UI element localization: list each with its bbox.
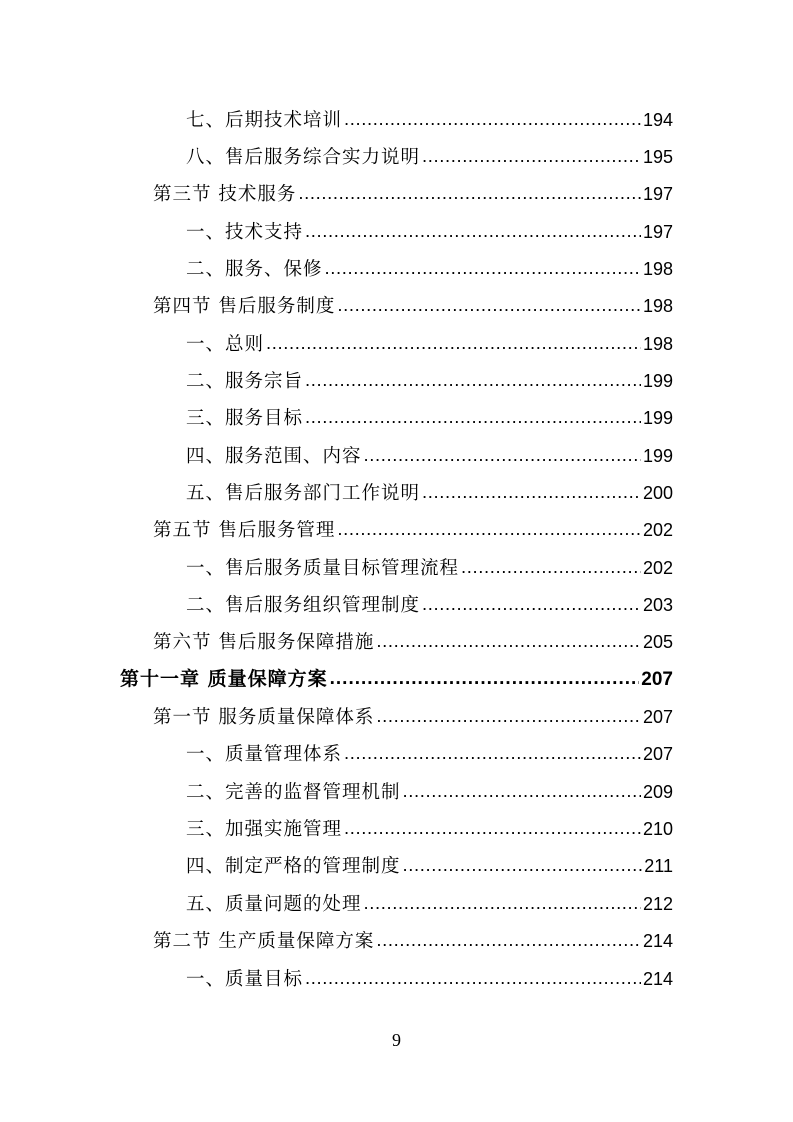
toc-entry[interactable] (186, 847, 673, 884)
toc-entry-title: 二、服务、保修 (186, 259, 323, 280)
toc-entry-title: 七、后期技术培训 (186, 110, 343, 131)
toc-entry-page: 195 (642, 147, 673, 167)
toc-dot-leader (376, 622, 641, 660)
toc-dot-leader (337, 510, 641, 548)
toc-entry-title: 二、完善的监督管理机制 (186, 782, 401, 803)
toc-entry-title: 二、售后服务组织管理制度 (186, 595, 421, 616)
toc-entry-title: 一、质量目标 (186, 969, 304, 990)
toc-entry[interactable] (186, 437, 673, 474)
toc-entry-page: 214 (642, 969, 673, 989)
toc-entry-title: 三、服务目标 (186, 408, 304, 429)
toc-dot-leader (325, 249, 641, 287)
toc-dot-leader (422, 473, 641, 511)
toc-entry-title: 第三节 技术服务 (153, 184, 297, 205)
toc-entry-page: 198 (642, 259, 673, 279)
toc-dot-leader (344, 100, 641, 138)
toc-entry-title: 五、售后服务部门工作说明 (186, 483, 421, 504)
toc-entry-title: 第一节 服务质量保障体系 (153, 707, 375, 728)
toc-entry-title: 一、总则 (186, 334, 265, 355)
toc-dot-leader (461, 548, 641, 586)
toc-entry-page: 211 (644, 856, 673, 876)
toc-entry-page: 199 (642, 446, 673, 466)
toc-entry-page: 210 (642, 819, 673, 839)
toc-entry-page: 207 (642, 707, 673, 727)
toc-entry-title: 一、质量管理体系 (186, 744, 343, 765)
toc-entry-page: 209 (642, 782, 673, 802)
toc-dot-leader (305, 212, 641, 250)
toc-entry[interactable] (186, 810, 673, 847)
toc-entry-title: 二、服务宗旨 (186, 371, 304, 392)
toc-entry-page: 202 (642, 558, 673, 578)
toc-entry-page: 198 (642, 296, 673, 316)
toc-entry[interactable] (186, 885, 673, 922)
toc-entry-title: 一、售后服务质量目标管理流程 (186, 558, 460, 579)
toc-entry-page: 212 (642, 894, 673, 914)
toc-entry[interactable] (186, 213, 673, 250)
toc-entry[interactable] (153, 287, 673, 324)
toc-entry-page: 203 (642, 595, 673, 615)
toc-entry-title: 一、技术支持 (186, 222, 304, 243)
toc-entry[interactable] (186, 101, 673, 138)
toc-dot-leader (305, 398, 641, 436)
toc-entry[interactable] (153, 922, 673, 959)
toc-dot-leader (344, 734, 641, 772)
toc-entry-page: 214 (642, 931, 673, 951)
toc-entry[interactable] (186, 325, 673, 362)
toc-dot-leader (376, 697, 641, 735)
toc-entry-title: 第六节 售后服务保障措施 (153, 632, 375, 653)
page-number: 9 (392, 1030, 401, 1050)
toc-entry-page: 205 (642, 632, 673, 652)
toc-entry[interactable] (186, 138, 673, 175)
toc-entry-title: 五、质量问题的处理 (186, 894, 362, 915)
toc-dot-leader (298, 174, 641, 212)
toc-entry[interactable] (186, 735, 673, 772)
toc-dot-leader (305, 959, 641, 997)
toc-entry-page: 207 (642, 744, 673, 764)
toc-chapter-entry[interactable] (120, 661, 673, 698)
toc-dot-leader (344, 809, 641, 847)
toc-entry-page: 200 (642, 483, 673, 503)
toc-entry-page: 199 (642, 371, 673, 391)
toc-entry-page: 202 (642, 520, 673, 540)
toc-entry[interactable] (153, 511, 673, 548)
toc-entry[interactable] (186, 549, 673, 586)
toc-entry-title: 四、服务范围、内容 (186, 446, 362, 467)
toc-entry[interactable] (186, 362, 673, 399)
toc-dot-leader (403, 846, 643, 884)
toc-dot-leader (364, 436, 641, 474)
toc-entry-title: 第五节 售后服务管理 (153, 520, 336, 541)
toc-entry-title: 四、制定严格的管理制度 (186, 856, 401, 877)
toc-entry-page: 197 (642, 222, 673, 242)
toc-entry-title: 三、加强实施管理 (186, 819, 343, 840)
toc-dot-leader (305, 361, 641, 399)
toc-entry-page: 198 (642, 334, 673, 354)
toc-entry-title: 八、售后服务综合实力说明 (186, 147, 421, 168)
toc-dot-leader (403, 772, 641, 810)
toc-entry[interactable] (186, 474, 673, 511)
toc-entry-page: 199 (642, 408, 673, 428)
toc-dot-leader (337, 286, 641, 324)
toc-entry-page: 194 (642, 110, 673, 130)
toc-entry[interactable] (186, 773, 673, 810)
toc-entry[interactable] (153, 623, 673, 660)
toc-entry[interactable] (186, 960, 673, 997)
toc-entry[interactable] (186, 586, 673, 623)
toc-dot-leader (422, 585, 641, 623)
toc-entry-title: 第十一章 质量保障方案 (120, 668, 328, 690)
toc-entry[interactable] (186, 399, 673, 436)
toc-entry-page: 207 (641, 669, 673, 690)
toc-dot-leader (330, 660, 640, 697)
toc-dot-leader (422, 137, 641, 175)
toc-entry-title: 第四节 售后服务制度 (153, 296, 336, 317)
toc-dot-leader (266, 324, 641, 362)
toc-entry[interactable] (153, 698, 673, 735)
toc-entry-title: 第二节 生产质量保障方案 (153, 931, 375, 952)
toc-entry[interactable] (153, 175, 673, 212)
toc-entry-page: 197 (642, 184, 673, 204)
toc-dot-leader (376, 921, 641, 959)
toc-entry[interactable] (186, 250, 673, 287)
toc-dot-leader (364, 884, 641, 922)
